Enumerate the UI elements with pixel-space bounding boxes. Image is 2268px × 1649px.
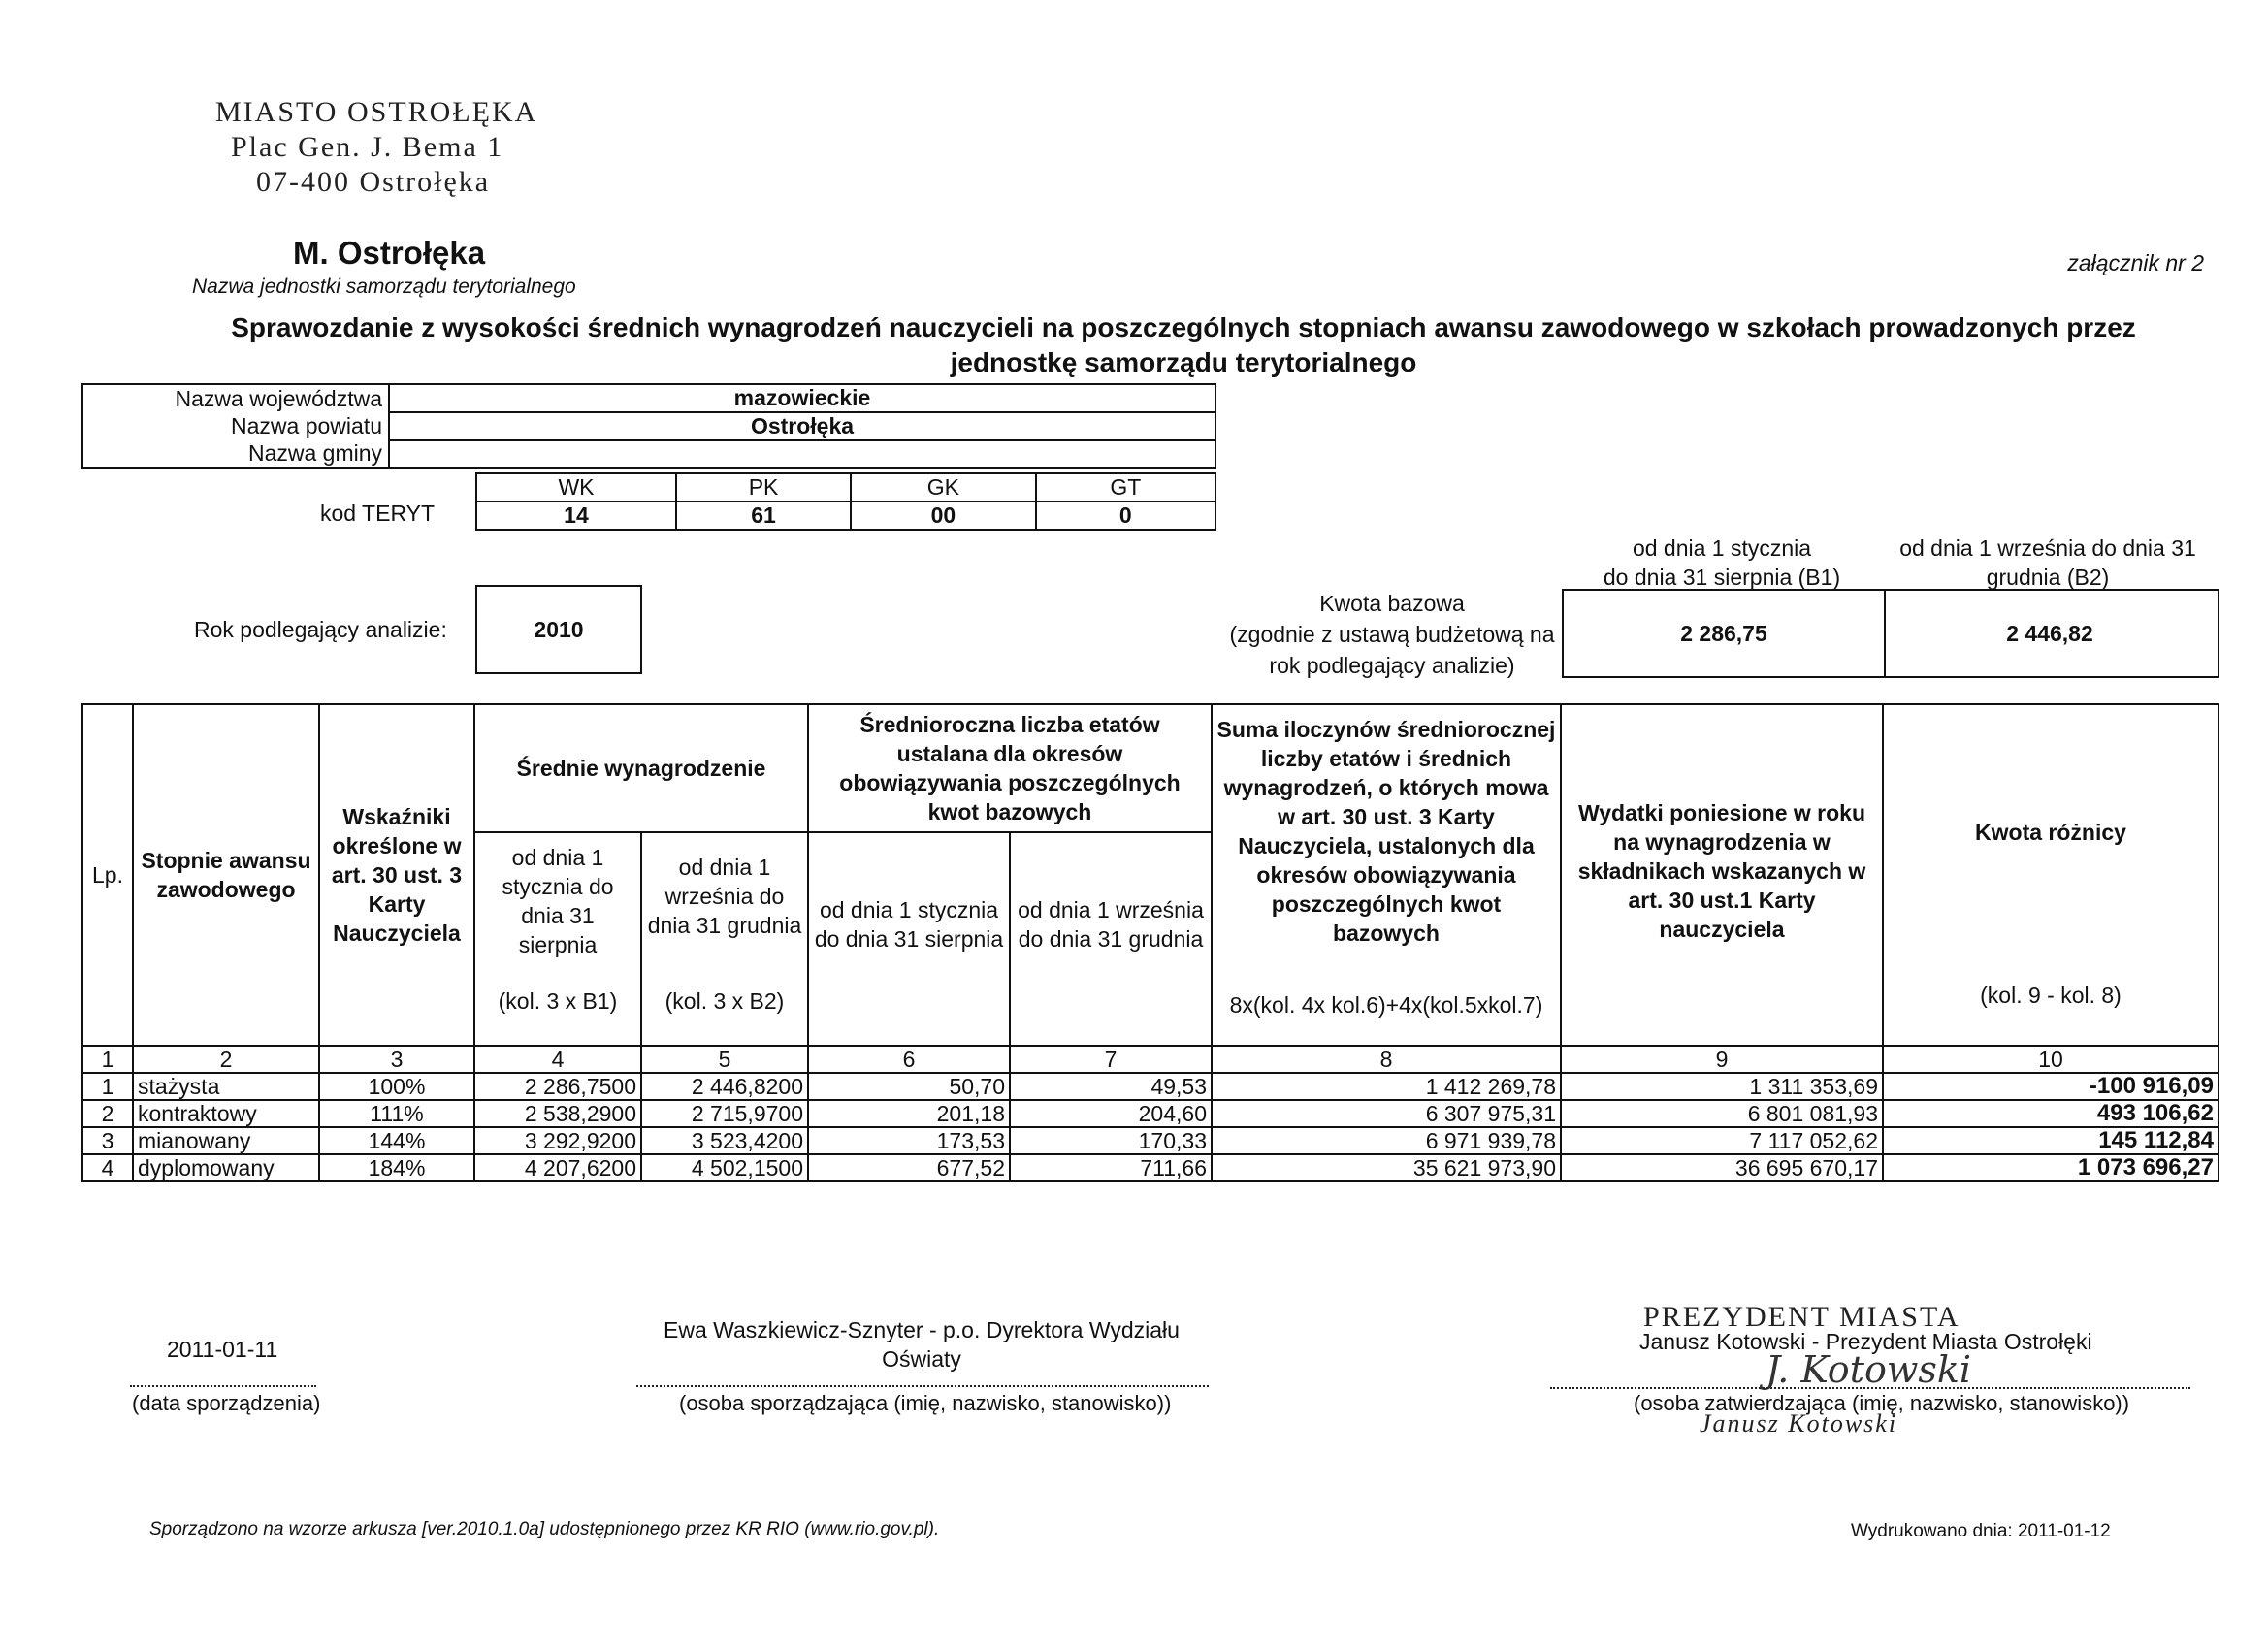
header-suma bbox=[1212, 704, 1561, 1046]
approver-caption: (osoba zatwierdzająca (imię, nazwisko, stanowisko)) bbox=[1634, 1391, 2130, 1415]
county-value: Ostrołęka bbox=[389, 412, 1215, 440]
approver-dotted-line bbox=[1550, 1387, 2190, 1389]
salary-table bbox=[81, 703, 2219, 1182]
approver-signature: J. Kotowski bbox=[1766, 1348, 1972, 1391]
base-amount-label-line1: Kwota bazowa bbox=[1319, 591, 1465, 616]
header-lp: Lp. bbox=[82, 704, 133, 1046]
row-wydatki: 1 311 353,69 bbox=[1561, 1073, 1883, 1100]
table-row bbox=[82, 1154, 2219, 1181]
row-etaty-a: 173,53 bbox=[808, 1127, 1010, 1154]
row-lp: 2 bbox=[82, 1100, 133, 1127]
report-heading bbox=[184, 310, 2183, 380]
row-srednie-b: 4 502,1500 bbox=[641, 1154, 808, 1181]
colnum-4: 4 bbox=[474, 1046, 641, 1073]
row-stopien: kontraktowy bbox=[133, 1100, 319, 1127]
approver-stamp: PREZYDENT MIASTA bbox=[1643, 1301, 1960, 1333]
header-srednie-a-formula: (kol. 3 x B1) bbox=[498, 988, 618, 1014]
header-roznica-text: Kwota różnicy bbox=[1975, 820, 2126, 845]
preparer-name bbox=[640, 1315, 1203, 1374]
b2-header-line2: grudnia (B2) bbox=[1986, 565, 2110, 590]
row-stopien: mianowany bbox=[133, 1127, 319, 1154]
colnum-7: 7 bbox=[1010, 1046, 1212, 1073]
preparer-name-line2: Oświaty bbox=[882, 1346, 961, 1372]
b1-header-line2: do dnia 31 sierpnia (B1) bbox=[1603, 565, 1841, 590]
report-heading-line1: Sprawozdanie z wysokości średnich wynagrodzeń nauczycieli na poszczególnych stopniach awansu zawodowego w szkołach prowadzonych przez bbox=[231, 312, 2136, 342]
row-lp: 1 bbox=[82, 1073, 133, 1100]
address-stamp bbox=[215, 95, 537, 200]
teryt-value-gk: 00 bbox=[851, 501, 1036, 530]
row-etaty-b: 49,53 bbox=[1010, 1073, 1212, 1100]
header-srednie-b-text: od dnia 1 września do dnia 31 grudnia bbox=[647, 855, 802, 938]
header-etaty-a: od dnia 1 stycznia do dnia 31 sierpnia bbox=[808, 832, 1010, 1046]
report-heading-line2: jednostkę samorządu terytorialnego bbox=[950, 347, 1417, 377]
teryt-label: kod TERYT bbox=[320, 501, 436, 526]
teryt-header-pk: PK bbox=[676, 473, 851, 501]
colnum-9: 9 bbox=[1561, 1046, 1883, 1073]
table-row bbox=[82, 1073, 2219, 1100]
commune-value bbox=[389, 440, 1215, 468]
row-wydatki: 36 695 670,17 bbox=[1561, 1154, 1883, 1181]
printed-date: Wydrukowano dnia: 2011-01-12 bbox=[1851, 1521, 2111, 1541]
row-stopien: stażysta bbox=[133, 1073, 319, 1100]
row-suma: 35 621 973,90 bbox=[1212, 1154, 1561, 1181]
date-caption: (data sporządzenia) bbox=[132, 1391, 321, 1415]
b2-value: 2 446,82 bbox=[1882, 589, 2219, 678]
row-wydatki: 6 801 081,93 bbox=[1561, 1100, 1883, 1127]
date-dotted-line bbox=[130, 1385, 316, 1387]
header-srednie-b-formula: (kol. 3 x B2) bbox=[664, 988, 785, 1014]
row-etaty-b: 204,60 bbox=[1010, 1100, 1212, 1127]
column-numbers-row bbox=[82, 1046, 2219, 1073]
location-table bbox=[81, 383, 1216, 469]
b1-header-line1: od dnia 1 stycznia bbox=[1632, 535, 1812, 561]
header-suma-text: Suma iloczynów średniorocznej liczby etatów i średnich wynagrodzeń, o których mowa w art. 30 ust. 3 Karty Nauczyciela, ustalonych dla okresów obowiązywania poszczególnych kwot bazowych bbox=[1216, 717, 1556, 946]
header-suma-formula: 8x(kol. 4x kol.6)+4x(kol.5xkol.7) bbox=[1229, 992, 1543, 1018]
row-srednie-b: 2 715,9700 bbox=[641, 1100, 808, 1127]
colnum-2: 2 bbox=[133, 1046, 319, 1073]
row-wskaznik: 144% bbox=[319, 1127, 474, 1154]
unit-caption: Nazwa jednostki samorządu terytorialnego bbox=[192, 275, 576, 298]
row-srednie-a: 4 207,6200 bbox=[474, 1154, 641, 1181]
date-value: 2011-01-11 bbox=[167, 1337, 278, 1362]
colnum-5: 5 bbox=[641, 1046, 808, 1073]
preparer-dotted-line bbox=[636, 1385, 1209, 1387]
stamp-line-postcode: 07-400 Ostrołęka bbox=[256, 166, 491, 198]
row-roznica: 493 106,62 bbox=[1883, 1100, 2219, 1127]
row-wskaznik: 111% bbox=[319, 1100, 474, 1127]
teryt-value-gt: 0 bbox=[1036, 501, 1215, 530]
colnum-8: 8 bbox=[1212, 1046, 1561, 1073]
b2-header bbox=[1878, 534, 2218, 592]
approver-name-stamp: Janusz Kotowski bbox=[1700, 1409, 1898, 1438]
year-value: 2010 bbox=[475, 585, 642, 674]
row-wydatki: 7 117 052,62 bbox=[1561, 1127, 1883, 1154]
header-srednie: Średnie wynagrodzenie bbox=[474, 704, 808, 832]
year-label: Rok podlegający analizie: bbox=[194, 617, 447, 642]
stamp-line-street: Plac Gen. J. Bema 1 bbox=[231, 131, 504, 163]
header-srednie-a-text: od dnia 1 stycznia do dnia 31 sierpnia bbox=[502, 845, 614, 957]
teryt-header-wk: WK bbox=[476, 473, 676, 501]
base-amount-label-line3: rok podlegający analizie) bbox=[1269, 653, 1515, 678]
voivodeship-label: Nazwa województwa bbox=[82, 384, 389, 412]
row-suma: 1 412 269,78 bbox=[1212, 1073, 1561, 1100]
b2-header-line1: od dnia 1 września do dnia 31 bbox=[1899, 535, 2196, 561]
header-wskazniki: Wskaźniki określone w art. 30 ust. 3 Karty Nauczyciela bbox=[319, 704, 474, 1046]
row-srednie-a: 2 286,7500 bbox=[474, 1073, 641, 1100]
attachment-label: załącznik nr 2 bbox=[2067, 250, 2204, 275]
preparer-name-line1: Ewa Waszkiewicz-Sznyter - p.o. Dyrektora Wydziału bbox=[664, 1317, 1180, 1342]
row-suma: 6 307 975,31 bbox=[1212, 1100, 1561, 1127]
header-stopnie: Stopnie awansu zawodowego bbox=[133, 704, 319, 1046]
header-roznica-formula: (kol. 9 - kol. 8) bbox=[1980, 983, 2122, 1008]
commune-label: Nazwa gminy bbox=[82, 440, 389, 468]
unit-name: M. Ostrołęka bbox=[293, 235, 486, 271]
table-row bbox=[82, 1127, 2219, 1154]
voivodeship-value: mazowieckie bbox=[389, 384, 1215, 412]
row-srednie-a: 2 538,2900 bbox=[474, 1100, 641, 1127]
teryt-value-pk: 61 bbox=[676, 501, 851, 530]
base-amount-label bbox=[1213, 588, 1571, 681]
row-etaty-a: 201,18 bbox=[808, 1100, 1010, 1127]
row-etaty-a: 677,52 bbox=[808, 1154, 1010, 1181]
row-etaty-b: 170,33 bbox=[1010, 1127, 1212, 1154]
approver-name: Janusz Kotowski - Prezydent Miasta Ostrołęki bbox=[1639, 1329, 2092, 1354]
row-roznica: 145 112,84 bbox=[1883, 1127, 2219, 1154]
preparer-caption: (osoba sporządzająca (imię, nazwisko, stanowisko)) bbox=[679, 1391, 1172, 1415]
row-stopien: dyplomowany bbox=[133, 1154, 319, 1181]
row-srednie-b: 2 446,8200 bbox=[641, 1073, 808, 1100]
teryt-table bbox=[475, 472, 1216, 531]
template-note: Sporządzono na wzorze arkusza [ver.2010.1.0a] udostępnionego przez KR RIO (www.rio.gov.pl). bbox=[149, 1519, 940, 1539]
colnum-6: 6 bbox=[808, 1046, 1010, 1073]
row-lp: 4 bbox=[82, 1154, 133, 1181]
colnum-1: 1 bbox=[82, 1046, 133, 1073]
b1-header bbox=[1562, 534, 1882, 592]
row-etaty-b: 711,66 bbox=[1010, 1154, 1212, 1181]
row-roznica: 1 073 696,27 bbox=[1883, 1154, 2219, 1181]
colnum-3: 3 bbox=[319, 1046, 474, 1073]
header-wydatki: Wydatki poniesione w roku na wynagrodzenia w składnikach wskazanych w art. 30 ust.1 Karty nauczyciela bbox=[1561, 704, 1883, 1046]
row-suma: 6 971 939,78 bbox=[1212, 1127, 1561, 1154]
header-etaty-b: od dnia 1 września do dnia 31 grudnia bbox=[1010, 832, 1212, 1046]
header-srednie-b bbox=[641, 832, 808, 1046]
teryt-value-wk: 14 bbox=[476, 501, 676, 530]
header-srednie-a bbox=[474, 832, 641, 1046]
teryt-header-gt: GT bbox=[1036, 473, 1215, 501]
row-wskaznik: 184% bbox=[319, 1154, 474, 1181]
base-amount-label-line2: (zgodnie z ustawą budżetową na bbox=[1229, 622, 1555, 647]
colnum-10: 10 bbox=[1883, 1046, 2219, 1073]
header-roznica bbox=[1883, 704, 2219, 1046]
b1-value: 2 286,75 bbox=[1562, 589, 1886, 678]
row-srednie-b: 3 523,4200 bbox=[641, 1127, 808, 1154]
table-row bbox=[82, 1100, 2219, 1127]
row-roznica: -100 916,09 bbox=[1883, 1073, 2219, 1100]
row-lp: 3 bbox=[82, 1127, 133, 1154]
header-etaty: Średnioroczna liczba etatów ustalana dla okresów obowiązywania poszczególnych kwot bazowych bbox=[808, 704, 1212, 832]
row-wskaznik: 100% bbox=[319, 1073, 474, 1100]
stamp-line-city: MIASTO OSTROŁĘKA bbox=[215, 96, 538, 128]
row-etaty-a: 50,70 bbox=[808, 1073, 1010, 1100]
county-label: Nazwa powiatu bbox=[82, 412, 389, 440]
teryt-header-gk: GK bbox=[851, 473, 1036, 501]
row-srednie-a: 3 292,9200 bbox=[474, 1127, 641, 1154]
